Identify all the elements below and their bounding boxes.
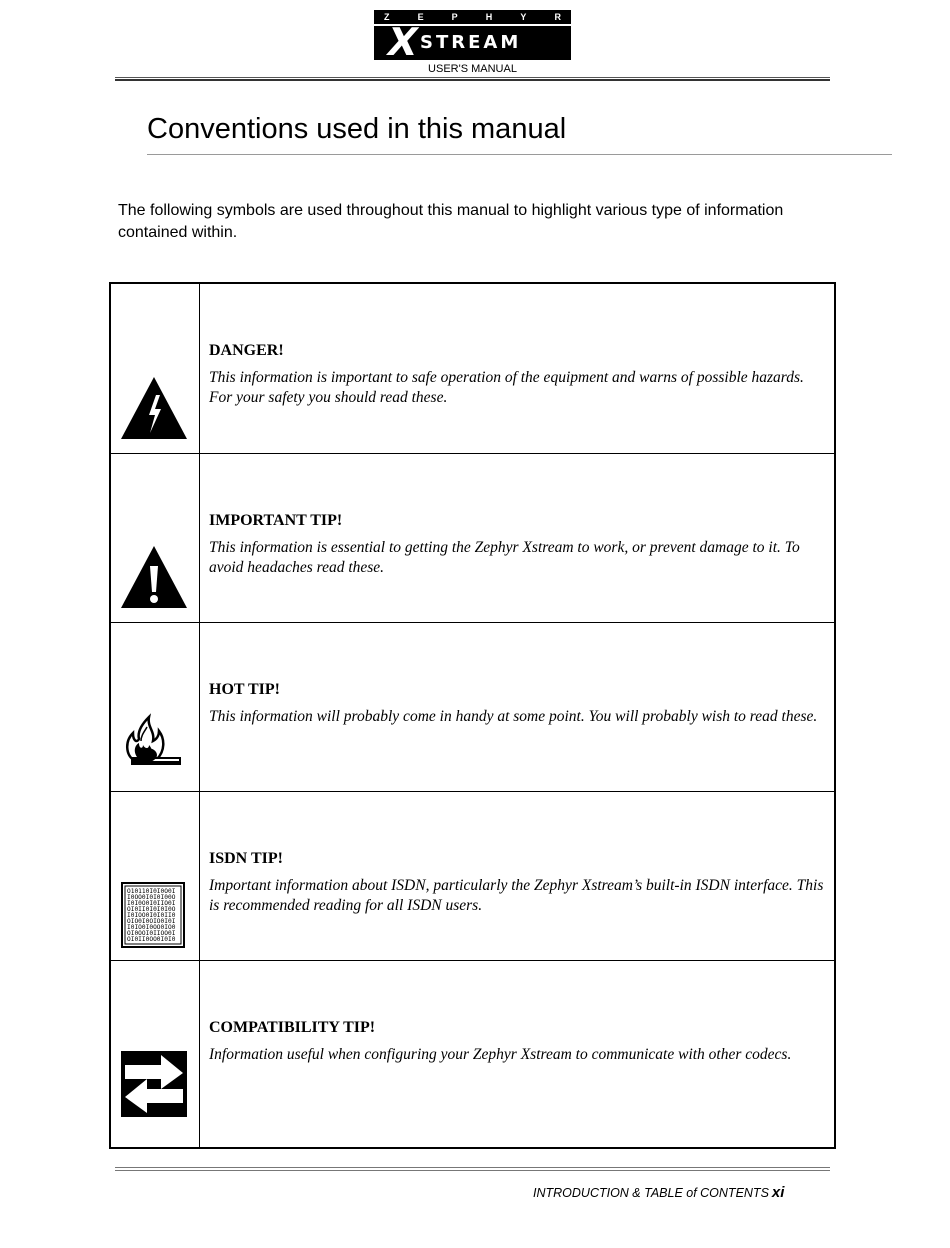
svg-text:OI0II0I0I0I0O: OI0II0I0I0I0O: [127, 906, 176, 913]
icon-cell: [111, 792, 200, 960]
isdn-binary-icon: [121, 882, 185, 948]
tip-title: HOT TIP!: [209, 681, 280, 698]
svg-text:I0I0O0I0IIO0I: I0I0O0I0IIO0I: [127, 900, 176, 907]
tip-title: COMPATIBILITY TIP!: [209, 1019, 376, 1036]
text-cell: [209, 961, 826, 1147]
logo-stream: STREAM: [420, 32, 522, 53]
warning-exclamation-icon: [119, 544, 189, 610]
logo-letter: P: [451, 11, 458, 22]
tip-title: IMPORTANT TIP!: [209, 512, 343, 529]
table-row: [111, 284, 834, 454]
logo-letter: E: [417, 11, 424, 22]
table-row: [111, 454, 834, 623]
hot-match-icon: [121, 711, 185, 771]
icon-cell: [111, 961, 200, 1147]
title-rule: [147, 154, 892, 155]
svg-text:I0IO0I0OO0IO0: I0IO0I0OO0IO0: [127, 924, 176, 931]
svg-text:I0OO0I0I0I00O: I0OO0I0I0I00O: [127, 894, 176, 901]
footer: [533, 1184, 784, 1201]
text-cell: [209, 284, 826, 453]
logo-letter: Y: [520, 11, 527, 22]
header-rule: [115, 79, 830, 81]
text-cell: [209, 454, 826, 622]
page-title: Conventions used in this manual: [147, 113, 567, 145]
icon-cell: [111, 454, 200, 622]
logo-letter: Z: [384, 11, 390, 22]
logo-x: X: [383, 20, 422, 64]
footer-section: INTRODUCTION & TABLE of CONTENTS: [533, 1186, 769, 1200]
compatibility-arrows-icon: [121, 1051, 187, 1117]
table-row: [111, 792, 834, 961]
manual-label: USER'S MANUAL: [428, 63, 517, 75]
text-cell: [209, 792, 826, 960]
tip-body: This information is important to safe operation of the equipment and warns of possible hazards. For your safety you should read these.: [209, 369, 804, 406]
conventions-table: [109, 282, 836, 1149]
tip-title: ISDN TIP!: [209, 850, 283, 867]
svg-text:I0IOO0I0I0II0: I0IOO0I0I0II0: [127, 912, 176, 919]
tip-body: Important information about ISDN, particularly the Zephyr Xstream’s built-in ISDN interface. This is recommended reading for all ISDN users.: [209, 877, 824, 914]
zephyr-xstream-logo: [374, 10, 571, 64]
tip-body: Information useful when configuring your Zephyr Xstream to communicate with other codecs.: [209, 1046, 792, 1063]
logo-letter: R: [554, 11, 561, 22]
svg-text:OI0II0OO0I0I0: OI0II0OO0I0I0: [127, 936, 176, 943]
logo-letter: H: [485, 11, 493, 22]
icon-cell: [111, 623, 200, 791]
svg-text:OIO0I0OIO0I0I: OIO0I0OIO0I0I: [127, 918, 176, 925]
icon-cell: [111, 284, 200, 453]
svg-text:OI0OOI0IIOO0I: OI0OOI0IIOO0I: [127, 930, 176, 937]
tip-title: DANGER!: [209, 342, 284, 359]
svg-text:O10110I0I0O0I: O10110I0I0O0I: [127, 888, 176, 895]
danger-lightning-icon: [119, 375, 189, 441]
intro-paragraph: The following symbols are used throughout this manual to highlight various type of information contained within.: [118, 202, 784, 241]
text-cell: [209, 623, 826, 791]
tip-body: This information is essential to getting the Zephyr Xstream to work, or prevent damage to it. To avoid headaches read these.: [209, 539, 800, 576]
table-row: [111, 961, 834, 1147]
table-row: [111, 623, 834, 792]
header-rule: [115, 77, 830, 78]
page-number: xi: [771, 1184, 785, 1201]
tip-body: This information will probably come in handy at some point. You will probably wish to read these.: [209, 708, 818, 725]
footer-rule: [115, 1167, 830, 1168]
footer-rule: [115, 1170, 830, 1171]
